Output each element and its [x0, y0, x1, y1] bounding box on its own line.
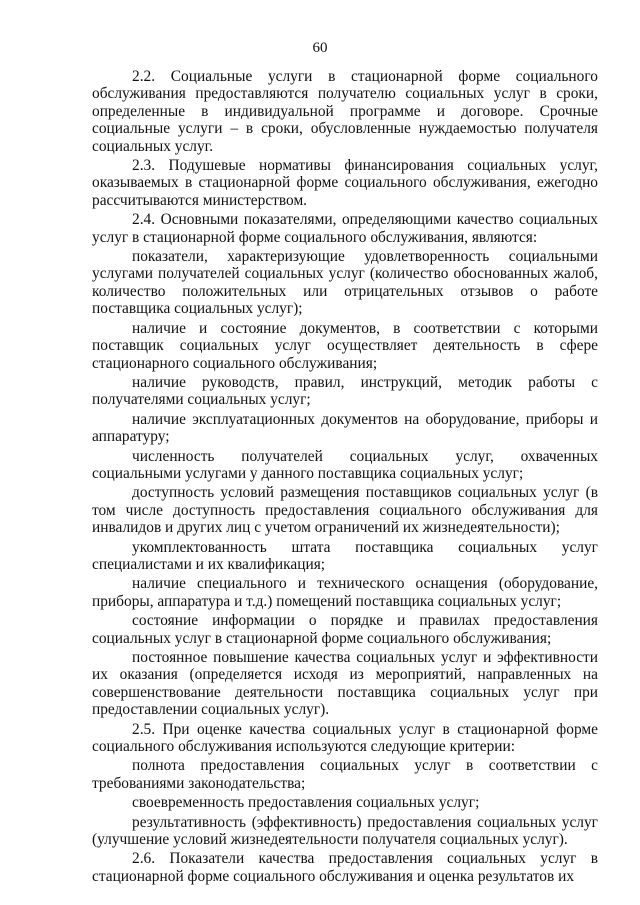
paragraph: 2.6. Показатели качества предоставления социальных услуг в стационарной форме социального обслуживания и оценка результатов их [92, 850, 598, 885]
paragraph: своевременность предоставления социальных услуг; [132, 794, 480, 812]
paragraph: постоянное повышение качества социальных услуг и эффективности их оказания (определяется исходя из мероприятий, направленных на совершенствование деятельности поставщика социальных услуг при предоставлении социальных услуг). [92, 649, 598, 719]
paragraph: укомплектованность штата поставщика социальных услуг специалистами и их квалификация; [92, 538, 598, 573]
document-body [92, 68, 598, 887]
paragraph: состояние информации о порядке и правилах предоставления социальных услуг в стационарной форме социального обслуживания; [92, 612, 598, 647]
page-number: 60 [312, 40, 328, 56]
paragraph: полнота предоставления социальных услуг в соответствии с требованиями законодательства; [92, 757, 598, 792]
paragraph: 2.2. Социальные услуги в стационарной форме социального обслуживания предоставляются получателю социальных услуг в сроки, определенные в индивидуальной программе и договоре. Срочные социальные услуги – в сроки, обусловленные нуждаемостью получателя социальных услуг. [92, 68, 598, 155]
paragraph: наличие эксплуатационных документов на оборудование, приборы и аппаратуру; [92, 410, 598, 446]
paragraph: 2.4. Основными показателями, определяющими качество социальных услуг в стационарной форме социального обслуживания, являются: [92, 211, 598, 246]
paragraph: наличие и состояние документов, в соответствии с которыми поставщик социальных услуг осуществляет деятельность в сфере стационарного социального обслуживания; [92, 319, 598, 372]
paragraph: наличие руководств, правил, инструкций, методик работы с получателями социальных услуг; [92, 373, 598, 409]
paragraph: наличие специального и технического оснащения (оборудование, приборы, аппаратура и т.д.) помещений поставщика социальных услуг; [92, 575, 598, 610]
paragraph: результативность (эффективность) предоставления социальных услуг (улучшение условий жизнедеятельности получателя социальных услуг). [92, 813, 598, 849]
paragraph: численность получателей социальных услуг, охваченных социальными услугами у данного поставщика социальных услуг; [92, 447, 598, 482]
paragraph: 2.3. Подушевые нормативы финансирования социальных услуг, оказываемых в стационарной форме социального обслуживания, ежегодно рассчитываются министерством. [92, 157, 598, 209]
paragraph: доступность условий размещения поставщиков социальных услуг (в том числе доступность предоставления социального обслуживания для инвалидов и других лиц с учетом ограничений их жизнедеятельности); [92, 484, 598, 537]
paragraph: показатели, характеризующие удовлетворенность социальными услугами получателей социальных услуг (количество обоснованных жалоб, количество положительных или отрицательных отзывов о работе поставщика социальных услуг); [92, 248, 598, 318]
paragraph: 2.5. При оценке качества социальных услуг в стационарной форме социального обслуживания используются следующие критерии: [92, 720, 598, 756]
